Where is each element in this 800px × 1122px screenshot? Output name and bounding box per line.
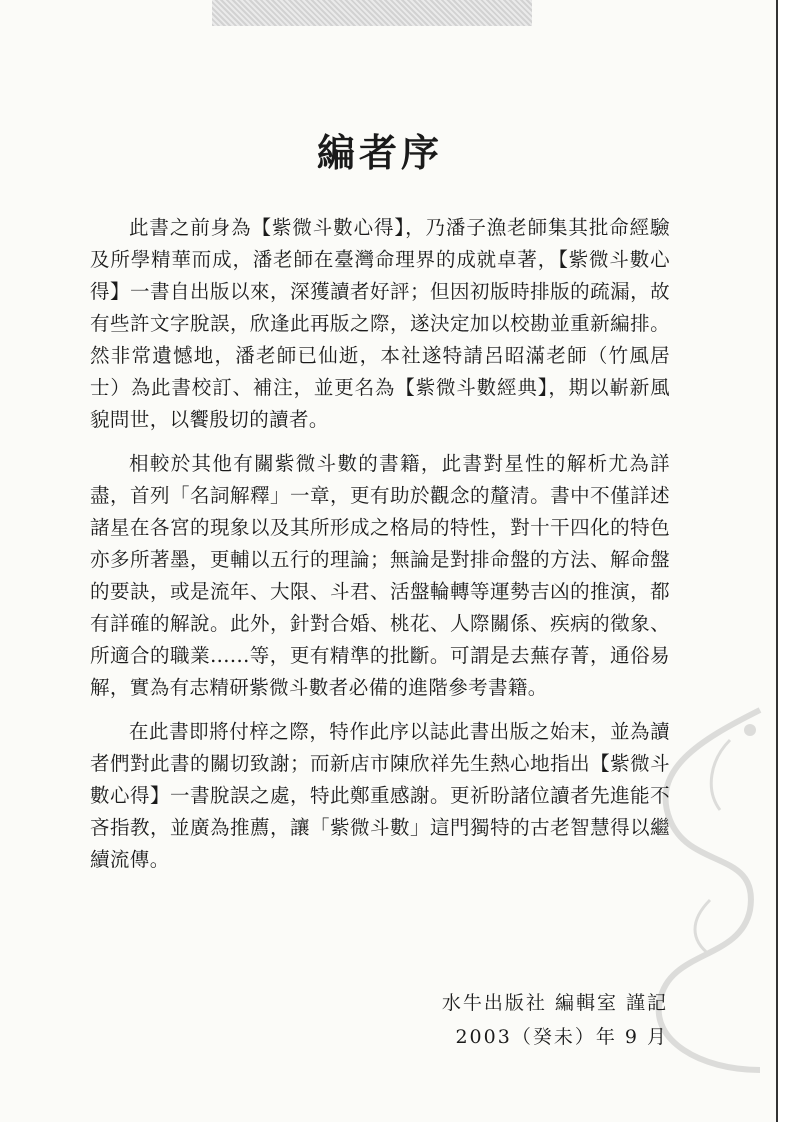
paragraph-3: 在此書即將付梓之際，特作此序以誌此書出版之始末，並為讀者們對此書的關切致謝；而新店市陳欣祥先生熱心地指出【紫微斗數心得】一書脫誤之處，特此鄭重感謝。更祈盼諸位讀者先進能不吝指教，並廣為推薦，讓「紫微斗數」這門獨特的古老智慧得以繼續流傳。 xyxy=(90,720,670,871)
paragraph-2: 相較於其他有關紫微斗數的書籍，此書對星性的解析尤為詳盡，首列「名詞解釋」一章，更有助於觀念的釐清。書中不僅詳述諸星在各宮的現象以及其所形成之格局的特性，對十干四化的特色亦多所著墨，更輔以五行的理論；無論是對排命盤的方法、解命盤的要訣，或是流年、大限、斗君、活盤輪轉等運勢吉凶的推演，都有詳確的解說。此外，針對合婚、桃花、人際關係、疾病的徵象、所適合的職業......等，更有精準的批斷。可謂是去蕪存菁，通俗易解，實為有志精研紫微斗數者必備的進階參考書籍。 xyxy=(90,452,670,699)
preface-body xyxy=(90,212,670,888)
page-title: 編者序 xyxy=(316,130,443,175)
signature-block xyxy=(442,986,668,1054)
signature-date: 2003（癸未）年 9 月 xyxy=(455,1026,668,1048)
scan-header-strip xyxy=(212,0,532,26)
signature-publisher: 水牛出版社 編輯室 謹記 xyxy=(441,992,668,1014)
paragraph-1: 此書之前身為【紫微斗數心得】，乃潘子漁老師集其批命經驗及所學精華而成，潘老師在臺灣命理界的成就卓著，【紫微斗數心得】一書自出版以來，深獲讀者好評；但因初版時排版的疏漏，故有些許文字脫誤，欣逢此再版之際，遂決定加以校勘並重新編排。然非常遺憾地，潘老師已仙逝，本社遂特請呂昭滿老師（竹風居士）為此書校訂、補注，並更名為【紫微斗數經典】，期以嶄新風貌問世，以饗殷切的讀者。 xyxy=(90,216,670,431)
